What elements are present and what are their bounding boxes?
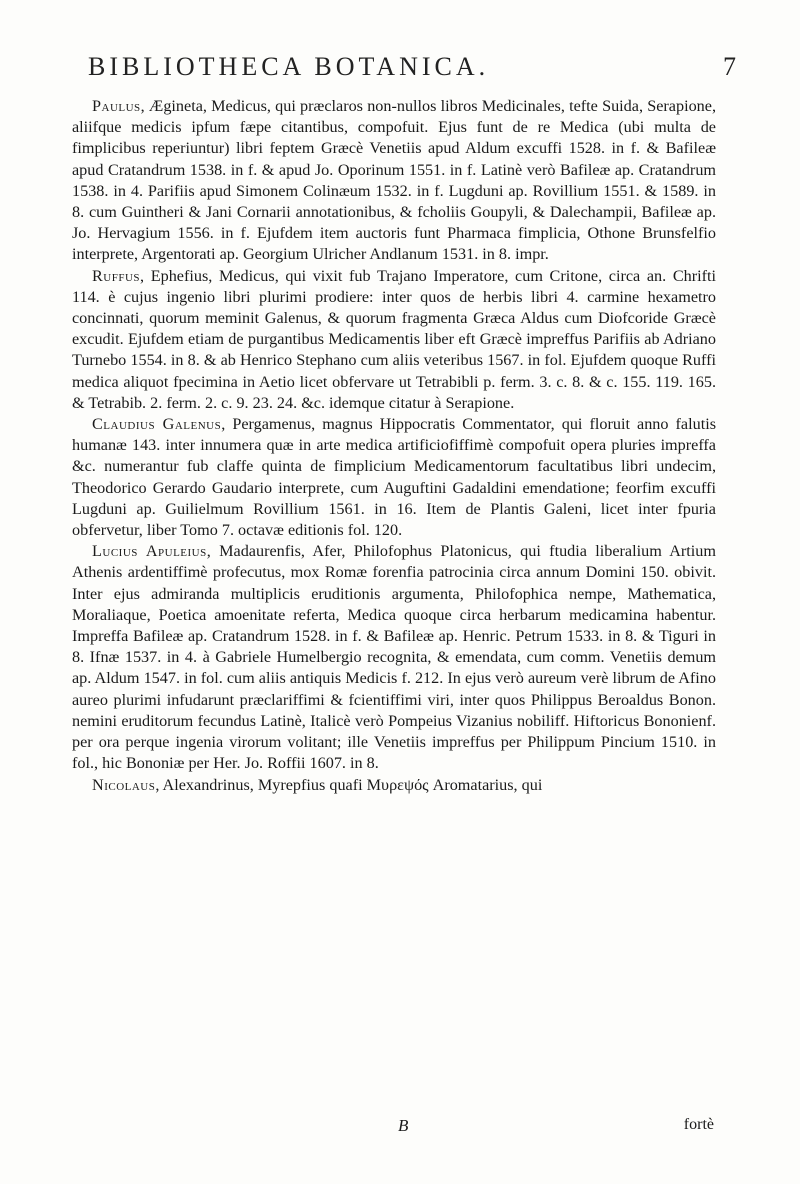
signature-mark: B	[398, 1116, 409, 1135]
entry-ruffus	[72, 266, 716, 414]
entry-name: Ruffus	[92, 266, 141, 285]
entry-name: Claudius Galenus	[92, 415, 222, 434]
entry-paulus	[72, 96, 716, 266]
entry-name: Lucius Apuleius	[92, 542, 207, 561]
body-text	[72, 96, 716, 796]
entry-text: , Ephefius, Medicus, qui vixit fub Trajano Imperatore, cum Critone, circa an. Chrifti 114. è cujus ingenio libri plurimi prodiere: inter quos de herbis libri 4. carmine hexametro concinnati, quorum meminit Galenus, & quorum fragmenta Græca Aldus cum Diofcoride Græcè excudit. Ejufdem etiam de purgantibus Medicamentis liber eft Græcè impreffus Parifiis ab Adriano Turnebo 1554. in 8. & ab Henrico Stephano cum aliis veteribus 1567. in fol. Ejufdem quoque Ruffi medica aliquot fpecimina in Aetio licet obfervare ut Tetrabibli p. ferm. 3. c. 8. & c. 155. 119. 165. & Tetrabib. 2. ferm. 2. c. 9. 23. 24. &c. idemque citatur à Serapione.	[72, 266, 716, 412]
entry-text: , Ægineta, Medicus, qui præclaros non-nullos libros Medicinales, tefte Suida, Serapione, aliifque medicis ipfum fæpe citantibus, compofuit. Ejus funt de re Medica (ubi multa de fimplicibus reperiuntur) libri feptem Græcè Venetiis apud Aldum excuffi 1528. in f. & Bafileæ apud Cratandrum 1538. in f. & apud Jo. Oporinum 1551. in f. Latinè verò Bafileæ ap. Cratandrum 1538. in 4. Parifiis apud Simonem Colinæum 1532. in f. Lugduni ap. Rovillium 1551. & 1589. in 8. cum Guintheri & Jani Cornarii annotationibus, & fcholiis Goupyli, & Dalechampii, Bafileæ ap. Jo. Hervagium 1556. in f. Ejufdem item auctoris funt Pharmaca fimplicia, Othone Brunsfelfio interprete, Argentorati ap. Georgium Ulricher Andlanum 1531. in 8. impr.	[72, 97, 716, 264]
running-title: BIBLIOTHECA BOTANICA.	[88, 52, 490, 81]
entry-galenus	[72, 414, 716, 541]
catchword: fortè	[683, 1116, 714, 1133]
entry-apuleius	[72, 541, 716, 774]
entry-text: , Pergamenus, magnus Hippocratis Commentator, qui floruit anno falutis humanæ 143. inter innumera quæ in arte medica artificiofiffimè compofuit opera pluries impreffa &c. numerantur fub claffe quinta de fimplicium Medicamentorum facultatibus libri undecim, Theodorico Gerardo Gaudario interprete, cum Auguftini Gadaldini emendatione; feorfim excuffi Lugduni ap. Guilielmum Rovillium 1561. in 16. Item de Plantis Galeni, licet inter fpuria obfervetur, liber Tomo 7. octavæ editionis fol. 120.	[72, 415, 716, 540]
entry-nicolaus	[72, 775, 716, 796]
entry-name: Nicolaus	[92, 775, 156, 794]
page-number: 7	[723, 52, 736, 81]
entry-name: Paulus	[92, 97, 141, 115]
entry-text: , Alexandrinus, Myrepfius quafi Μυρεψός Aromatarius, qui	[155, 775, 543, 794]
running-head	[88, 52, 736, 82]
entry-text: , Madaurenfis, Afer, Philofophus Platonicus, qui ftudia liberalium Artium Athenis ardentiffimè profecutus, mox Romæ forenfia patrocinia circa annum Domini 150. obivit. Inter ejus admiranda multiplicis eruditionis argumenta, Philofophica nempe, Mathematica, Moraliaque, Poetica amoenitate referta, Medica quoque circa herbarum medicamina habentur. Impreffa Bafileæ ap. Cratandrum 1528. in f. & Bafileæ ap. Henric. Petrum 1533. in 8. & Tiguri in 8. Ifnæ 1537. in 4. à Gabriele Humelbergio recognita, & emendata, cum comm. Venetiis demum ap. Aldum 1547. in fol. cum aliis antiquis Medicis f. 212. In ejus verò aureum verè librum de Afino aureo plurimi infudarunt præclariffimi & fcientiffimi viri, inter quos Philippus Beroaldus Bonon. nemini eruditorum fecundus Latinè, Italicè verò Pompeius Vizanius nobiliff. Hiftoricus Bononienf. per ora perque ingenia virorum volitant; ille Venetiis impreffus per Philippum Pincium 1510. in fol., hic Bononiæ per Her. Jo. Roffii 1607. in 8.	[72, 542, 716, 773]
